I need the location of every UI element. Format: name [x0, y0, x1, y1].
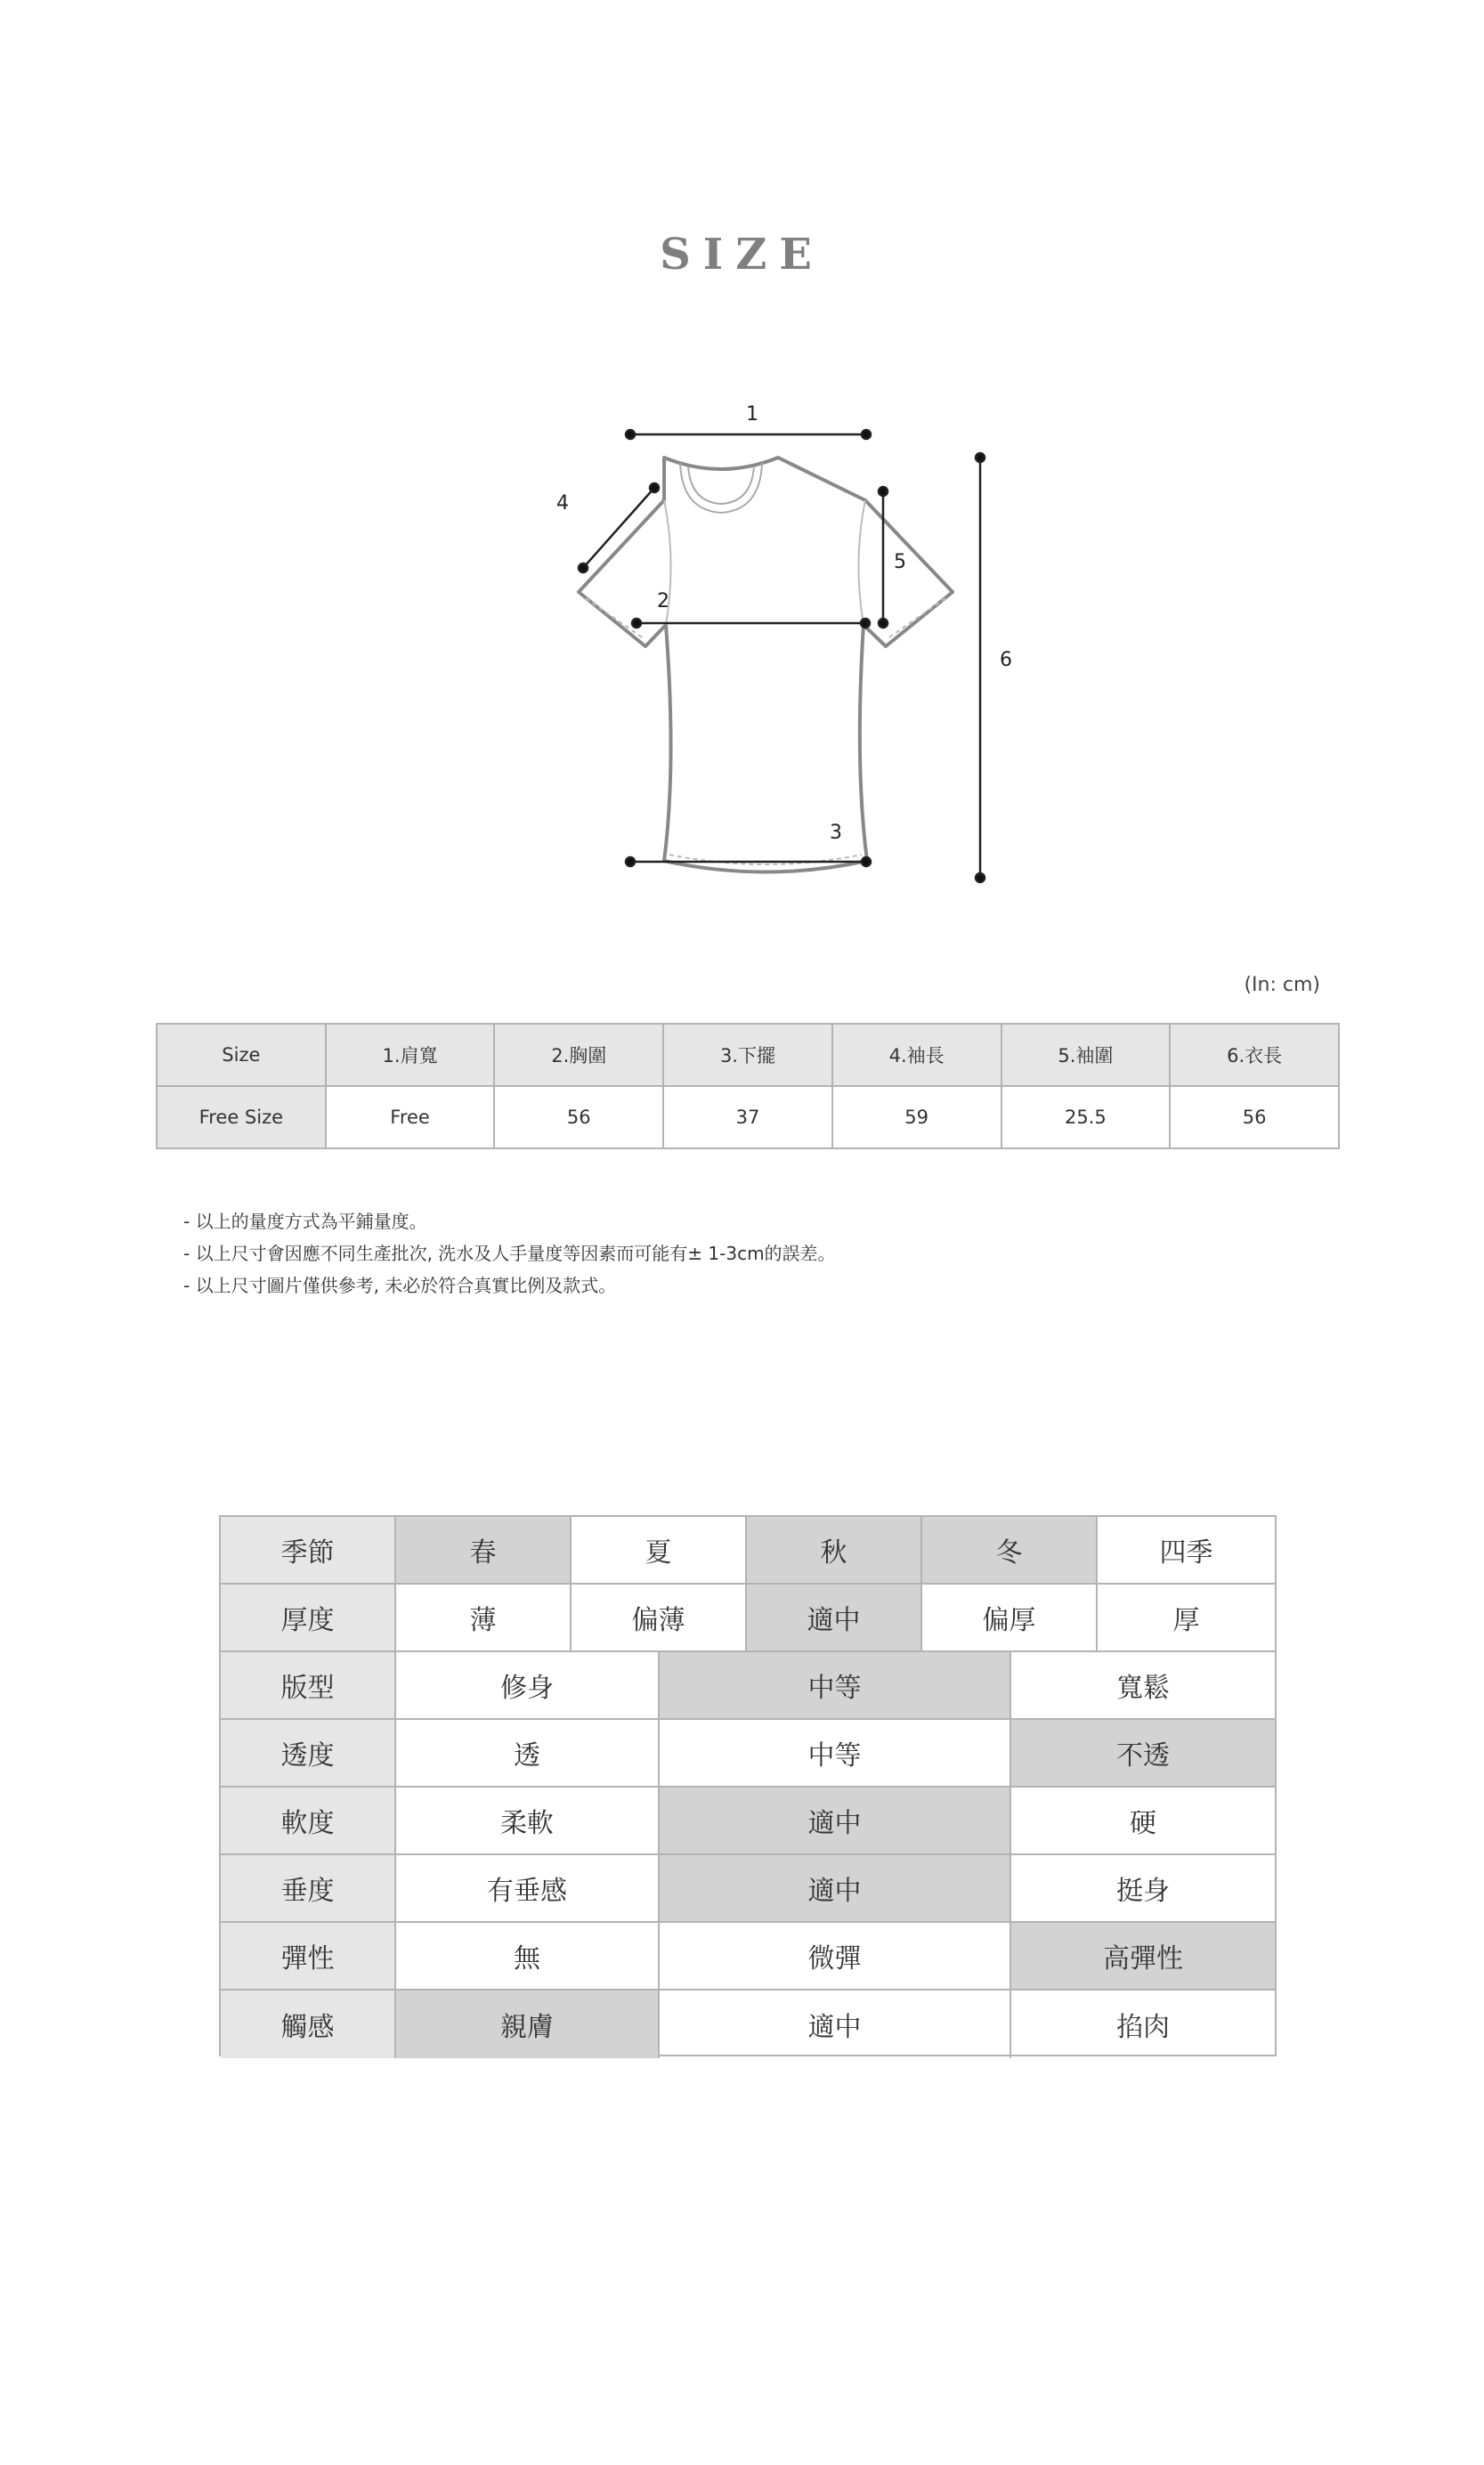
- note-line: - 以上的量度方式為平鋪量度。: [183, 1211, 427, 1232]
- label-6: 6: [1000, 649, 1012, 671]
- size-table-header-row: [157, 1024, 1339, 1086]
- attribute-label: 彈性: [221, 1923, 396, 1989]
- value-cell: 37: [663, 1086, 832, 1148]
- label-2: 2: [657, 590, 669, 612]
- value-cell: 59: [832, 1086, 1001, 1148]
- attribute-option-selected: 適中: [747, 1585, 922, 1650]
- unit-label: (In: cm): [1244, 974, 1320, 996]
- attribute-option-selected: 中等: [660, 1652, 1011, 1718]
- tshirt-outline: [579, 458, 953, 872]
- attribute-label: 垂度: [221, 1855, 396, 1921]
- value-cell: 25.5: [1001, 1086, 1171, 1148]
- label-4: 4: [556, 492, 569, 515]
- attribute-row: [221, 1788, 1275, 1855]
- attribute-option-selected: 適中: [660, 1788, 1011, 1853]
- header-cell: 2.胸圍: [494, 1024, 663, 1086]
- attribute-label: 透度: [221, 1720, 396, 1786]
- size-table: [156, 1023, 1340, 1149]
- attribute-row: [221, 1585, 1275, 1652]
- attribute-option-selected: 高彈性: [1011, 1923, 1275, 1989]
- value-cell: Free: [326, 1086, 495, 1148]
- attribute-option: 有垂感: [396, 1855, 660, 1921]
- attribute-option-selected: 秋: [747, 1517, 922, 1583]
- attribute-option-selected: 春: [396, 1517, 572, 1583]
- attribute-option-selected: 冬: [922, 1517, 1098, 1583]
- attribute-option: 偏厚: [922, 1585, 1098, 1650]
- attribute-option: 修身: [396, 1652, 660, 1718]
- note-line: - 以上尺寸圖片僅供參考, 未必於符合真實比例及款式。: [183, 1275, 617, 1296]
- value-cell: 56: [494, 1086, 663, 1148]
- attribute-row: [221, 1517, 1275, 1585]
- attribute-option-selected: 不透: [1011, 1720, 1275, 1786]
- measurement-lines: [579, 430, 985, 882]
- attribute-option: 中等: [660, 1720, 1011, 1786]
- attribute-option-selected: 親膚: [396, 1991, 660, 2058]
- attribute-option: 無: [396, 1923, 660, 1989]
- header-cell: 6.衣長: [1170, 1024, 1339, 1086]
- attribute-row: [221, 1720, 1275, 1788]
- note-line: - 以上尺寸會因應不同生產批次, 洗水及人手量度等因素而可能有± 1-3cm的誤差。: [183, 1243, 836, 1264]
- attribute-option-selected: 適中: [660, 1855, 1011, 1921]
- size-table-row: [157, 1086, 1339, 1148]
- attribute-option: 適中: [660, 1991, 1011, 2058]
- attribute-row: [221, 1991, 1275, 2058]
- attribute-option: 寬鬆: [1116, 1673, 1170, 1704]
- label-3: 3: [830, 822, 842, 844]
- attribute-option: 掐肉: [1116, 2012, 1170, 2043]
- fabric-attribute-table: [219, 1515, 1277, 2056]
- attribute-row: [221, 1652, 1275, 1720]
- page-title: SIZE: [660, 230, 824, 280]
- header-cell: 5.袖圍: [1001, 1024, 1171, 1086]
- label-5: 5: [894, 551, 906, 573]
- attribute-option: 柔軟: [396, 1788, 660, 1853]
- attribute-option: 偏薄: [572, 1585, 747, 1650]
- attribute-option: 微彈: [660, 1923, 1011, 1989]
- header-cell: Size: [157, 1024, 326, 1086]
- header-cell: 3.下擺: [663, 1024, 832, 1086]
- attribute-row: [221, 1855, 1275, 1923]
- tshirt-seams: [586, 500, 945, 864]
- header-cell: 4.袖長: [832, 1024, 1001, 1086]
- attribute-label: 版型: [221, 1652, 396, 1718]
- value-cell: 56: [1170, 1086, 1339, 1148]
- row-label-cell: Free Size: [157, 1086, 326, 1148]
- label-1: 1: [746, 403, 758, 426]
- attribute-label: 觸感: [221, 1991, 396, 2058]
- attribute-label: 季節: [221, 1517, 396, 1583]
- measurement-notes: [183, 1205, 836, 1301]
- attribute-option: 四季: [1159, 1537, 1213, 1569]
- attribute-row: [221, 1923, 1275, 1991]
- attribute-option: 厚: [1172, 1605, 1200, 1636]
- attribute-option: 夏: [572, 1517, 747, 1583]
- header-cell: 1.肩寬: [326, 1024, 495, 1086]
- attribute-option: 挺身: [1116, 1876, 1170, 1907]
- attribute-option: 薄: [396, 1585, 572, 1650]
- attribute-label: 軟度: [221, 1788, 396, 1853]
- attribute-option: 透: [396, 1720, 660, 1786]
- tshirt-measurement-diagram: [499, 392, 1033, 890]
- attribute-label: 厚度: [221, 1585, 396, 1650]
- attribute-option: 硬: [1130, 1808, 1156, 1839]
